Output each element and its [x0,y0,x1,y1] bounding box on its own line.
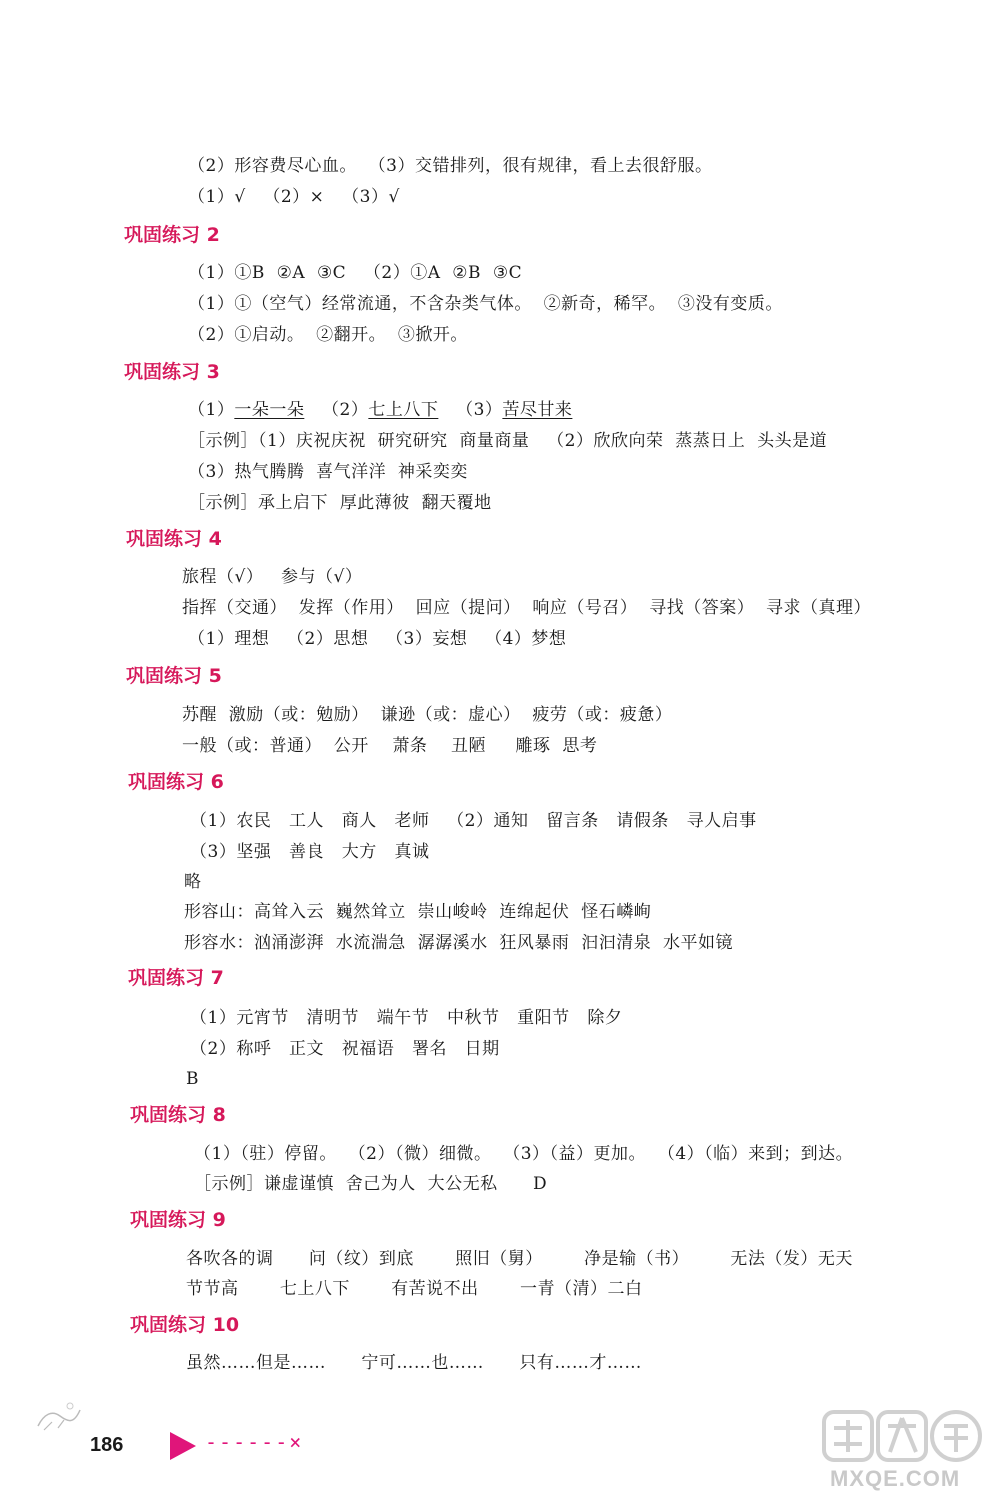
text-fragment: （1） [188,400,235,420]
text-line: B [186,1069,199,1089]
text-fragment: （2） [304,400,369,420]
text-line: 指挥（交通） 发挥（作用） 回应（提问） 响应（号召） 寻找（答案） 寻求（真理） [182,598,872,618]
text-line: 一般（或：普通） 公开 萧条 丑陋 雕琢 思考 [182,736,598,756]
text-line: （1）元宵节 清明节 端午节 中秋节 重阳节 除夕 [190,1008,623,1028]
sketch-doodle-icon [30,1396,90,1436]
text-line [188,399,572,421]
text-fragment: （3） [438,400,503,420]
section-heading: 巩固练习 7 [128,967,224,989]
text-line: （1）农民 工人 商人 老师 （2）通知 留言条 请假条 寻人启事 [190,811,757,831]
text-line: （1）①B ②A ③C （2）①A ②B ③C [188,263,523,283]
text-line: 苏醒 激励（或：勉励） 谦逊（或：虚心） 疲劳（或：疲惫） [182,705,673,725]
text-line: （1）（驻）停留。 （2）（微）细微。 （3）（益）更加。 （4）（临）来到；到达。 [194,1144,854,1164]
section-heading: 巩固练习 3 [124,361,220,383]
section-heading: 巩固练习 4 [126,528,222,550]
underlined-answer: 苦尽甘来 [502,400,573,420]
play-triangle-icon [170,1432,196,1460]
text-line: ［示例］承上启下 厚此薄彼 翻天覆地 [188,493,492,513]
text-line: 旅程（√） 参与（√） [182,567,363,587]
text-line: ［示例］（1）庆祝庆祝 研究研究 商量商量 （2）欣欣向荣 蒸蒸日上 头头是道 [188,431,828,451]
text-line: （3）坚强 善良 大方 真诚 [190,842,430,862]
text-line: 略 [184,872,202,892]
text-line: （2）形容费尽心血。 （3）交错排列，很有规律，看上去很舒服。 [188,156,713,176]
text-line: 节节高 七上八下 有苦说不出 一青（清）二白 [186,1279,643,1299]
text-line: （1）①（空气）经常流通，不含杂类气体。 ②新奇，稀罕。 ③没有变质。 [188,294,783,314]
section-heading: 巩固练习 9 [130,1209,226,1231]
text-line: （3）热气腾腾 喜气洋洋 神采奕奕 [188,462,468,482]
text-line: 虽然……但是…… 宁可……也…… 只有……才…… [186,1353,642,1373]
dashed-line: ------× [205,1430,304,1454]
watermark-text: MXQE.COM [830,1466,961,1491]
section-heading: 巩固练习 5 [126,665,222,687]
text-line: （1）理想 （2）思想 （3）妄想 （4）梦想 [188,629,567,649]
section-heading: 巩固练习 2 [124,224,220,246]
page-number: 186 [90,1434,124,1456]
text-line: ［示例］谦虚谨慎 舍己为人 大公无私 D [194,1174,548,1194]
section-heading: 巩固练习 10 [130,1314,240,1336]
section-heading: 巩固练习 6 [128,771,224,793]
text-line: （1）√ （2）× （3）√ [188,187,400,207]
text-line: 各吹各的调 问（纹）到底 照旧（舅） 净是输（书） 无法（发）无天 [186,1249,853,1269]
text-line: 形容水：汹涌澎湃 水流湍急 潺潺溪水 狂风暴雨 汩汩清泉 水平如镜 [184,933,734,953]
underlined-answer: 一朵一朵 [234,400,305,420]
text-line: （2）称呼 正文 祝福语 署名 日期 [190,1039,500,1059]
section-heading: 巩固练习 8 [130,1104,226,1126]
text-line: 形容山：高耸入云 巍然耸立 崇山峻岭 连绵起伏 怪石嶙峋 [184,902,652,922]
underlined-answer: 七上八下 [368,400,439,420]
text-line: （2）①启动。 ②翻开。 ③掀开。 [188,325,468,345]
